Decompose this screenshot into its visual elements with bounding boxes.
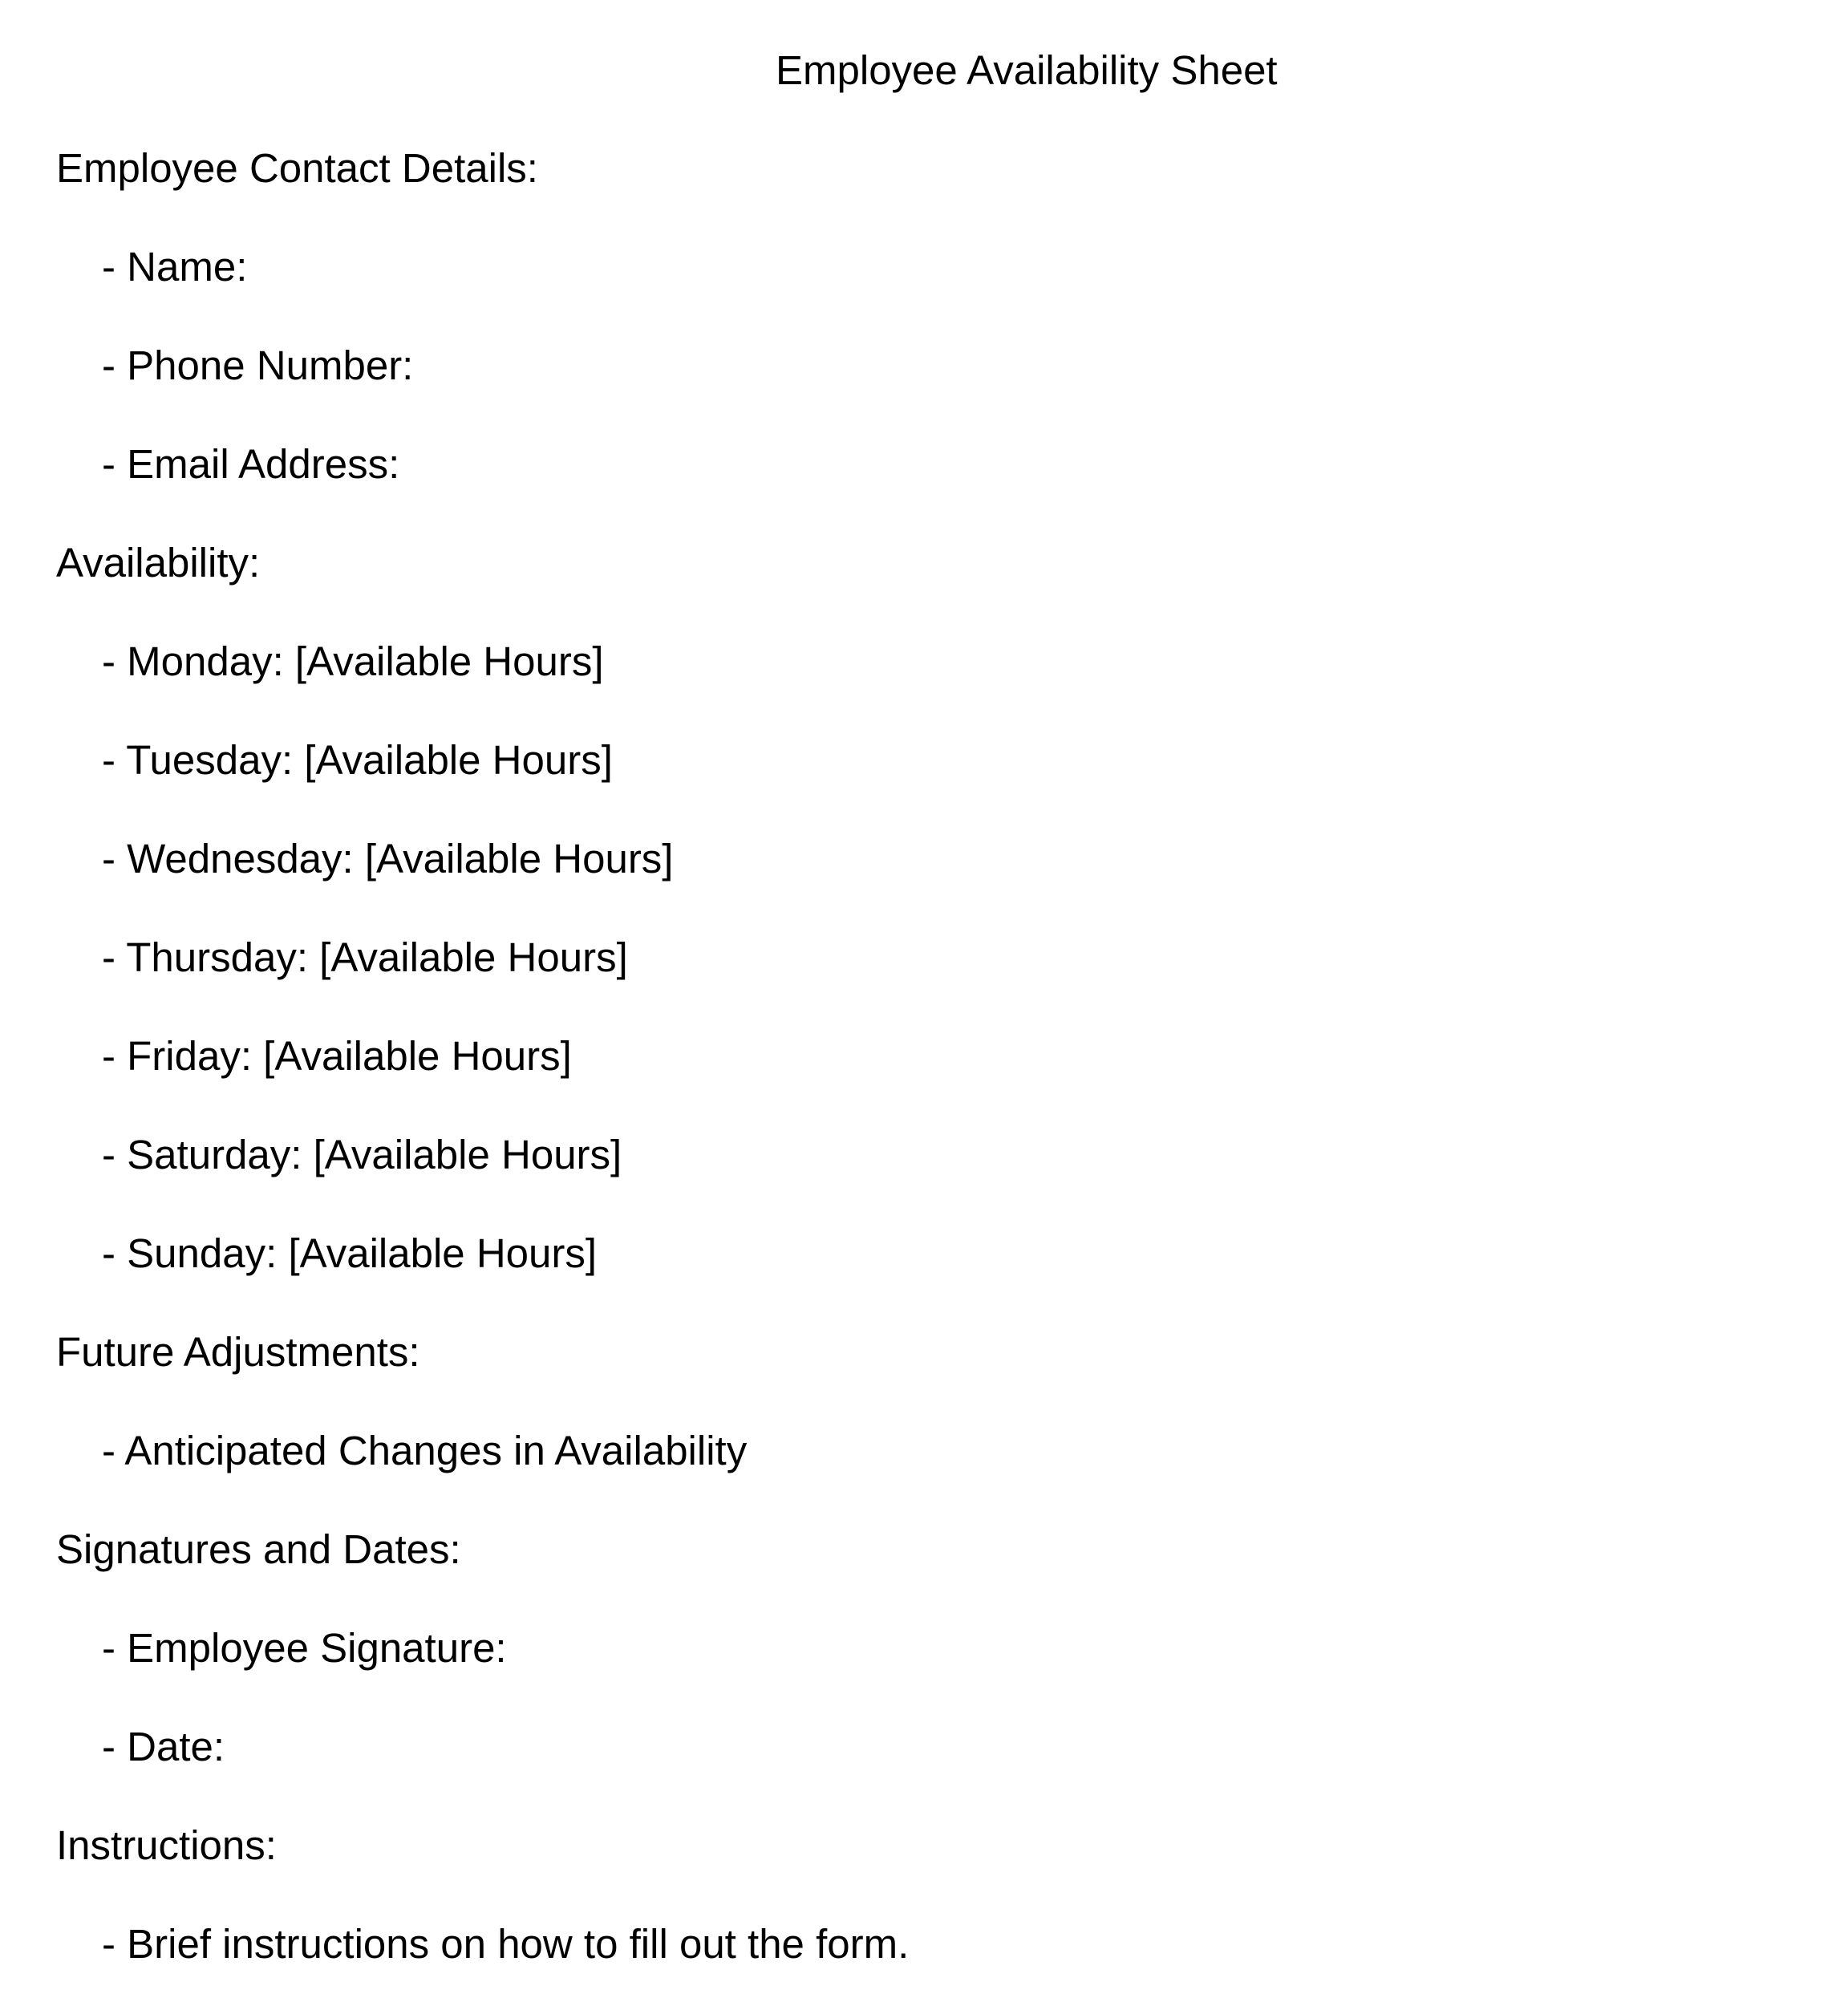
instructions-text: - Brief instructions on how to fill out the form. xyxy=(102,1921,910,1967)
section-heading-signatures-dates: Signatures and Dates: xyxy=(56,1526,461,1572)
document-title: Employee Availability Sheet xyxy=(776,47,1278,93)
field-anticipated-changes: - Anticipated Changes in Availability xyxy=(102,1428,748,1473)
section-heading-instructions: Instructions: xyxy=(56,1822,277,1868)
field-phone-number: - Phone Number: xyxy=(102,342,414,388)
availability-friday: - Friday: [Available Hours] xyxy=(102,1033,572,1079)
section-heading-future-adjustments: Future Adjustments: xyxy=(56,1329,420,1375)
field-email-address: - Email Address: xyxy=(102,441,400,487)
field-date: - Date: xyxy=(102,1724,225,1769)
availability-saturday: - Saturday: [Available Hours] xyxy=(102,1132,622,1177)
availability-monday: - Monday: [Available Hours] xyxy=(102,638,604,684)
availability-thursday: - Thursday: [Available Hours] xyxy=(102,934,628,980)
field-employee-signature: - Employee Signature: xyxy=(102,1625,507,1671)
availability-sunday: - Sunday: [Available Hours] xyxy=(102,1230,598,1276)
section-heading-contact-details: Employee Contact Details: xyxy=(56,145,538,191)
section-heading-availability: Availability: xyxy=(56,540,261,586)
availability-tuesday: - Tuesday: [Available Hours] xyxy=(102,737,613,783)
field-name: - Name: xyxy=(102,244,248,290)
availability-wednesday: - Wednesday: [Available Hours] xyxy=(102,836,674,881)
